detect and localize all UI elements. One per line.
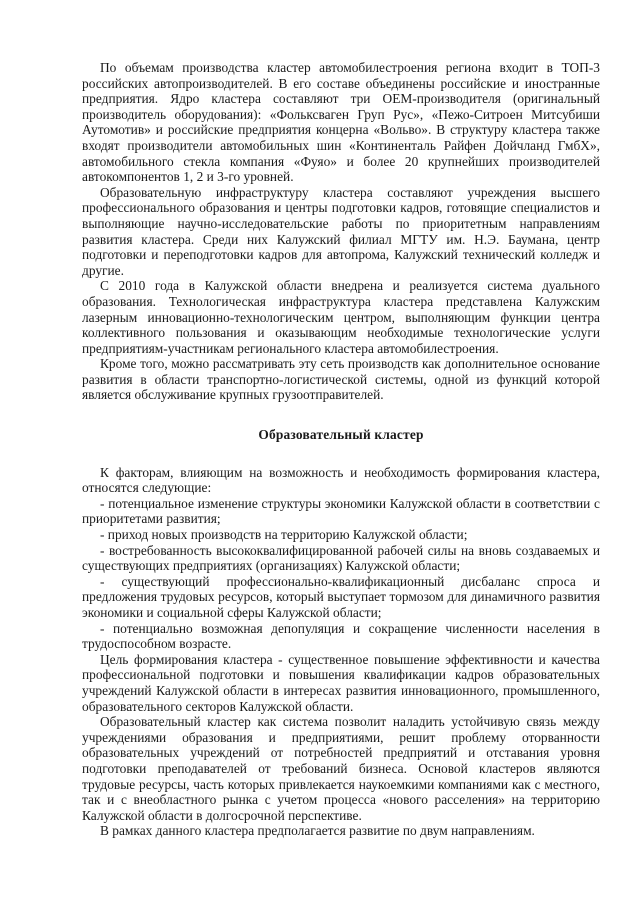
paragraph-cluster-top3: По объемам производства кластер автомобилестроения региона входит в ТОП-3 российских автопроизводителей. В его составе объединены российские и иностранные предприятия. Ядро кластера составляют три ОЕМ-производителя (оригинальный производитель оборудования): «Фольксваген Груп Рус», «Пежо-Ситроен Митсубиши Аутомотив» и российские предприятия концерна «Вольво». В структуру кластера также входят производители автомобильных шин «Континенталь Райфен Дойчланд ГмбХ», автомобильного стекла компания «Фуяо» и более 20 крупнейших производителей автокомпонентов 1, 2 и 3-го уровней. <box>82 60 600 185</box>
paragraph-cluster-goal: Цель формирования кластера - существенное повышение эффективности и качества профессиональной подготовки и повышения квалификации кадров образовательных учреждений Калужской области в интересах развития инновационного, промышленного, образовательного секторов Калужской области. <box>82 651 600 714</box>
list-item-factor: - потенциальное изменение структуры экономики Калужской области в соответствии с приоритетами развития; <box>82 495 600 527</box>
list-item-factor: - потенциально возможная депопуляция и сокращение численности населения в трудоспособном возрасте. <box>82 620 600 652</box>
list-item-factor: - востребованность высококвалифицированной рабочей силы на вновь создаваемых и существующих предприятиях (организациях) Калужской области; <box>82 542 600 574</box>
paragraph-educational-infrastructure: Образовательную инфраструктуру кластера составляют учреждения высшего профессионального образования и центры подготовки кадров, готовящие специалистов и выполняющие научно-исследовательские работы по приоритетным направлениям развития кластера. Среди них Калужский филиал МГТУ им. Н.Э. Баумана, центр подготовки и переподготовки кадров для автопрома, Калужский технический колледж и другие. <box>82 184 600 278</box>
paragraph-dual-education: С 2010 года в Калужской области внедрена и реализуется система дуального образования. Технологическая инфраструктура кластера представлена Калужским лазерным инновационно-технологическим центром, выполняющим функции центра коллективного пользования и оказывающим необходимые технологические услуги предприятиям-участникам регионального кластера автомобилестроения. <box>82 278 600 356</box>
paragraph-two-directions: В рамках данного кластера предполагается развитие по двум направлениям. <box>100 823 535 839</box>
paragraph-logistics: Кроме того, можно рассматривать эту сеть производств как дополнительное основание развития в области транспортно-логистической системы, одной из функций которой является обслуживание крупных грузоотправителей. <box>82 356 600 403</box>
document-body <box>82 60 600 839</box>
list-item-factor: - приход новых производств на территорию Калужской области; <box>100 527 468 543</box>
paragraph-factors-intro: К факторам, влияющим на возможность и необходимость формирования кластера, относятся следующие: <box>82 464 600 496</box>
section-heading: Образовательный кластер <box>258 427 424 443</box>
list-item-factor: - существующий профессионально-квалификационный дисбаланс спроса и предложения трудовых ресурсов, который выступает тормозом для динамичного развития экономики и социальной сферы Калужской области; <box>82 573 600 620</box>
paragraph-cluster-system: Образовательный кластер как система позволит наладить устойчивую связь между учреждениями образования и предприятиями, решит проблему оторванности образовательных учреждений от потребностей предприятий и отставания уровня подготовки преподавателей от требований бизнеса. Основой кластеров являются трудовые ресурсы, часть которых привлекается наукоемкими компаниями как с местного, так и с внеобластного рынка с учетом процесса «нового расселения» на территорию Калужской области в долгосрочной перспективе. <box>82 714 600 823</box>
